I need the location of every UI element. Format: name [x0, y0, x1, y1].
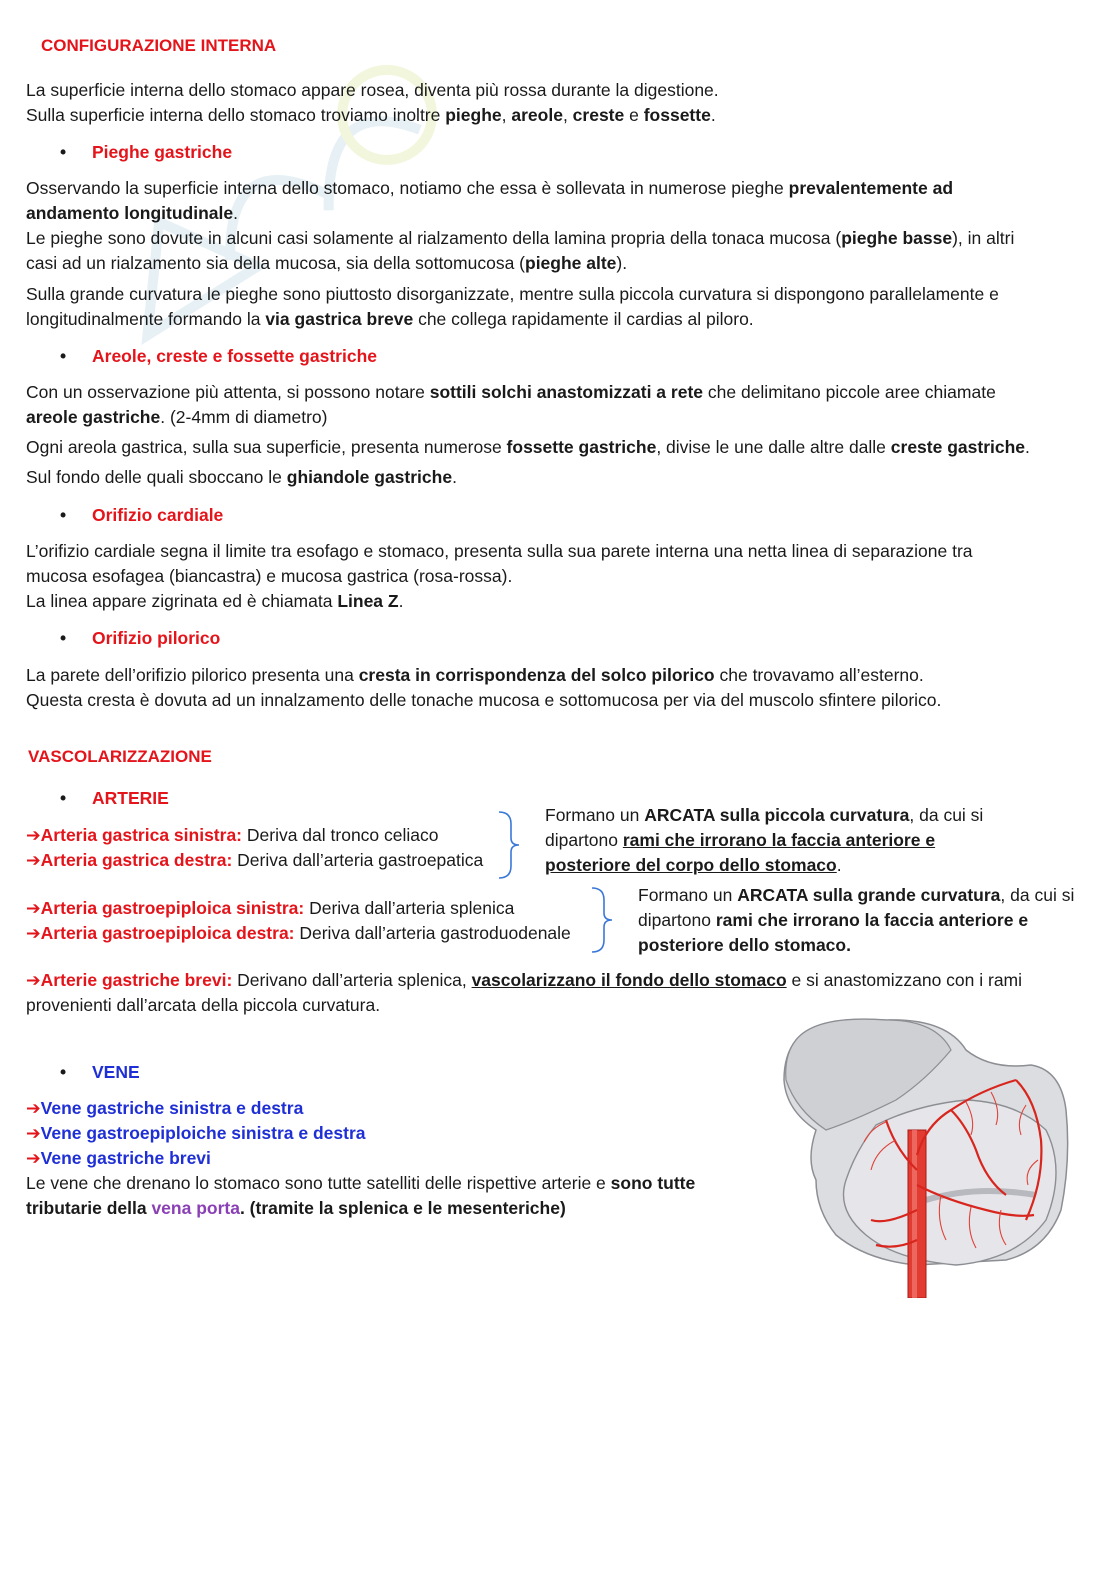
vene-list: ➔Vene gastriche sinistra e destra ➔Vene gastroepiploiche sinistra e destra ➔Vene gastriche brevi Le vene che drenano lo stomaco sono tutte satelliti delle rispettive arterie e sono tutte tributarie della vena porta. (tramite la splenica e le mesenteriche) [26, 1098, 696, 1218]
brace-icon [497, 810, 523, 880]
bullet-icon: • [60, 142, 67, 162]
arterie-brevi: ➔Arterie gastriche brevi: Derivano dall’arteria splenica, vascolarizzano il fondo dello stomaco e si anastomizzano con i rami provenienti dall’arcata della piccola curvatura. [26, 970, 1023, 1015]
right-arrow-icon: ➔ [26, 825, 41, 845]
vein-item: ➔Vene gastroepiploiche sinistra e destra [26, 1123, 366, 1143]
section-title-configurazione: CONFIGURAZIONE INTERNA [41, 36, 277, 55]
right-arrow-icon: ➔ [26, 1148, 41, 1168]
stomach-arteries-illustration [776, 1010, 1074, 1298]
artery-item: ➔Arteria gastroepiploica destra: Deriva dall’arteria gastroduodenale [26, 923, 571, 943]
intro-line-1: La superficie interna dello stomaco appare rosea, diventa più rossa durante la digestione. [26, 80, 719, 100]
paragraph-pilorico: La parete dell’orifizio pilorico presenta una cresta in corrispondenza del solco pilorico che trovavamo all’esterno. Questa cresta è dovuta ad un innalzamento delle tonache mucosa e sottomucosa per via del muscolo sfintere pilorico. [26, 665, 942, 710]
bullet-areole: • Areole, creste e fossette gastriche [60, 346, 377, 366]
artery-item: ➔Arteria gastroepiploica sinistra: Deriva dall’arteria splenica [26, 898, 515, 918]
right-arrow-icon: ➔ [26, 1123, 41, 1143]
arterie-group-1 [26, 823, 483, 873]
right-arrow-icon: ➔ [26, 1098, 41, 1118]
bullet-icon: • [60, 628, 67, 648]
section-title-vascolarizzazione: VASCOLARIZZAZIONE [28, 747, 212, 766]
brace-icon [590, 886, 616, 954]
right-arrow-icon: ➔ [26, 970, 41, 990]
arcata-piccola-note: Formano un ARCATA sulla piccola curvatura, da cui si dipartono rami che irrorano la faccia anteriore e posteriore del corpo dello stomaco. [545, 805, 984, 875]
bullet-icon: • [60, 346, 67, 366]
vein-item: ➔Vene gastriche brevi [26, 1148, 211, 1168]
right-arrow-icon: ➔ [26, 898, 41, 918]
right-arrow-icon: ➔ [26, 923, 41, 943]
arterie-group-2 [26, 896, 571, 946]
paragraph-pieghe: Osservando la superficie interna dello stomaco, notiamo che essa è sollevata in numerose pieghe prevalentemente ad andamento longitudinale. Le pieghe sono dovute in alcuni casi solamente al rialzamento della lamina propria della tonaca mucosa (pieghe basse), in altri casi ad un rialzamento sia della mucosa, sia della sottomucosa (pieghe alte). Sulla grande curvatura le pieghe sono piuttosto disorganizzate, mentre sulla piccola curvatura si dispongono parallelamente e longitudinalmente formando la via gastrica breve che collega rapidamente il cardias al piloro. [26, 178, 1015, 329]
artery-item: ➔Arteria gastrica sinistra: Deriva dal tronco celiaco [26, 825, 439, 845]
paragraph-areole: Con un osservazione più attenta, si possono notare sottili solchi anastomizzati a rete che delimitano piccole aree chiamate areole gastriche. (2-4mm di diametro) Ogni areola gastrica, sulla sua superficie, presenta numerose fossette gastriche, divise le une dalle altre dalle creste gastriche. Sul fondo delle quali sboccano le ghiandole gastriche. [26, 382, 1030, 487]
arcata-grande-note: Formano un ARCATA sulla grande curvatura, da cui si dipartono rami che irrorano la faccia anteriore e posteriore dello stomaco. [638, 885, 1075, 955]
paragraph-intro [26, 78, 719, 128]
right-arrow-icon: ➔ [26, 850, 41, 870]
vein-item: ➔Vene gastriche sinistra e destra [26, 1098, 304, 1118]
paragraph-cardiale: L’orifizio cardiale segna il limite tra esofago e stomaco, presenta sulla sua parete interna una netta linea di separazione tra mucosa esofagea (biancastra) e mucosa gastrica (rosa-rossa). La linea appare zigrinata ed è chiamata Linea Z. [26, 541, 973, 611]
bullet-icon: • [60, 505, 67, 525]
bullet-cardiale: • Orifizio cardiale [60, 505, 224, 525]
intro-line-2: Sulla superficie interna dello stomaco troviamo inoltre pieghe, areole, creste e fossette. [26, 105, 716, 125]
bullet-pieghe: • Pieghe gastriche [60, 142, 233, 162]
bullet-arterie: • ARTERIE [60, 788, 169, 808]
artery-item: ➔Arteria gastrica destra: Deriva dall’arteria gastroepatica [26, 850, 484, 870]
bullet-pilorico: • Orifizio pilorico [60, 628, 221, 648]
bullet-vene: • VENE [60, 1062, 140, 1082]
bullet-icon: • [60, 1062, 67, 1082]
bullet-icon: • [60, 788, 67, 808]
